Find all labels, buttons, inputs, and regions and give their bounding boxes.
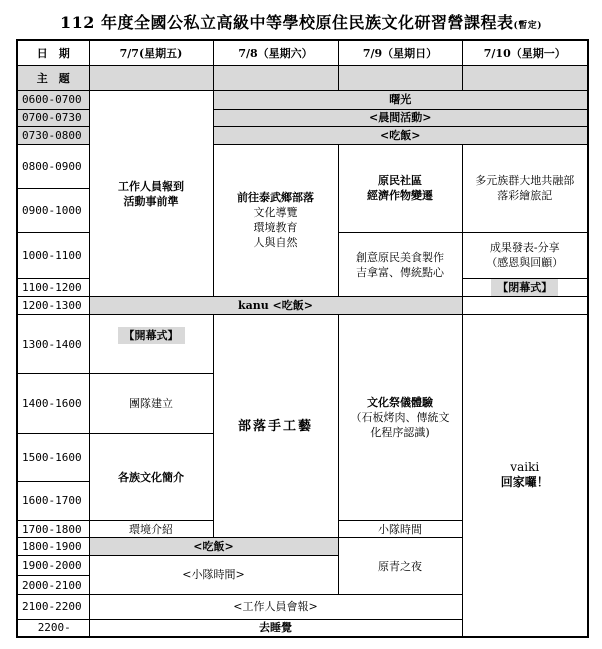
schedule-table [16, 39, 589, 638]
d4-results-cell [462, 233, 588, 278]
time-slot: 1200-1300 [17, 297, 89, 315]
cell-text: （感恩與回顧） [486, 256, 564, 270]
cell-text: 人與自然 [253, 236, 298, 250]
cell-text: 文化祭儀體驗 [367, 395, 433, 409]
day-header: 7/7(星期五) [89, 40, 213, 66]
opening-tag: 【開幕式】 [118, 327, 185, 344]
cell-text: 前往泰武鄉部落 [237, 191, 314, 205]
small-team-cell: 小隊時間 [338, 520, 462, 538]
cell-text: 吉拿富、傳統點心 [356, 265, 444, 279]
cell-text: 原民社區 [378, 174, 422, 188]
youth-night-cell: 原青之夜 [338, 538, 462, 595]
time-slot: 1500-1600 [17, 434, 89, 481]
topic-label: 主 題 [17, 66, 89, 91]
cell-text: 活動事前準 [123, 194, 179, 208]
opening-cell [89, 314, 213, 374]
time-slot: 2200- [17, 619, 89, 637]
table-row [17, 91, 588, 110]
cell-text: 文化導覽 [253, 206, 298, 220]
time-slot: 2000-2100 [17, 576, 89, 595]
cell-text: 多元族群大地共融部 [475, 174, 575, 188]
time-slot: 0730-0800 [17, 127, 89, 145]
d2-morning-cell [213, 144, 338, 297]
table-row [17, 314, 588, 374]
topic-row [17, 66, 588, 91]
header-row [17, 40, 588, 66]
time-slot: 0600-0700 [17, 91, 89, 110]
vaiki-cell [462, 314, 588, 637]
topic-cell [213, 66, 338, 91]
cell-text: 落彩繪旅記 [497, 189, 553, 203]
day-header: 7/8（星期六） [213, 40, 338, 66]
cell-text: 創意原民美食製作 [356, 250, 444, 264]
topic-cell [462, 66, 588, 91]
cell-text: 化程序認識) [370, 425, 430, 439]
closing-tag: 【閉幕式】 [491, 279, 558, 296]
env-intro-cell: 環境介紹 [89, 520, 213, 538]
time-slot: 1400-1600 [17, 374, 89, 434]
time-slot: 0900-1000 [17, 188, 89, 232]
cell-text: vaiki [510, 460, 540, 475]
cell-text: 環境教育 [253, 221, 298, 235]
cell-text: 回家囉！ [500, 475, 549, 490]
staff-report-cell [89, 91, 213, 297]
day-header: 7/9（星期日） [338, 40, 462, 66]
day-header: 7/10（星期一） [462, 40, 588, 66]
team-building-cell: 團隊建立 [89, 374, 213, 434]
closing-cell [462, 278, 588, 297]
morning-activity-cell: <晨間活動> [213, 109, 588, 127]
morning-light-cell: 曙光 [213, 91, 588, 110]
culture-ritual-cell [338, 314, 462, 520]
time-slot: 1300-1400 [17, 314, 89, 374]
time-slot: 1700-1800 [17, 520, 89, 538]
dinner-cell: <吃飯> [89, 538, 338, 556]
tribal-craft-cell: 部落手工藝 [213, 314, 338, 538]
topic-cell [89, 66, 213, 91]
staff-meeting-cell: <工作人員會報> [89, 595, 462, 620]
time-slot: 0700-0730 [17, 109, 89, 127]
lunch-cell: kanu <吃飯> [89, 297, 462, 315]
topic-cell [338, 66, 462, 91]
time-slot: 1000-1100 [17, 233, 89, 278]
table-row [17, 297, 588, 315]
time-slot: 2100-2200 [17, 595, 89, 620]
time-slot: 1900-2000 [17, 555, 89, 576]
cell-text: 工作人員報到 [118, 179, 184, 193]
sleep-cell: 去睡覺 [89, 619, 462, 637]
date-label: 日 期 [17, 40, 89, 66]
d4-morning-cell [462, 144, 588, 233]
time-slot: 0800-0900 [17, 144, 89, 188]
cell-text: 成果發表-分享 [489, 241, 560, 255]
cell-text: 經濟作物變遷 [367, 189, 433, 203]
cell-text: （石板烤肉、傳統文 [350, 410, 450, 424]
breakfast-cell: <吃飯> [213, 127, 588, 145]
d3-cooking-cell [338, 233, 462, 297]
time-slot: 1800-1900 [17, 538, 89, 556]
title-text: 112 年度全國公私立高級中等學校原住民族文化研習營課程表 [59, 13, 514, 32]
title-note: (暫定) [513, 21, 542, 31]
time-slot: 1600-1700 [17, 481, 89, 520]
ethnic-intro-cell: 各族文化簡介 [89, 434, 213, 521]
page-title [0, 10, 602, 33]
d3-morning-cell [338, 144, 462, 233]
time-slot: 1100-1200 [17, 278, 89, 297]
small-team-2-cell: <小隊時間> [89, 555, 338, 594]
